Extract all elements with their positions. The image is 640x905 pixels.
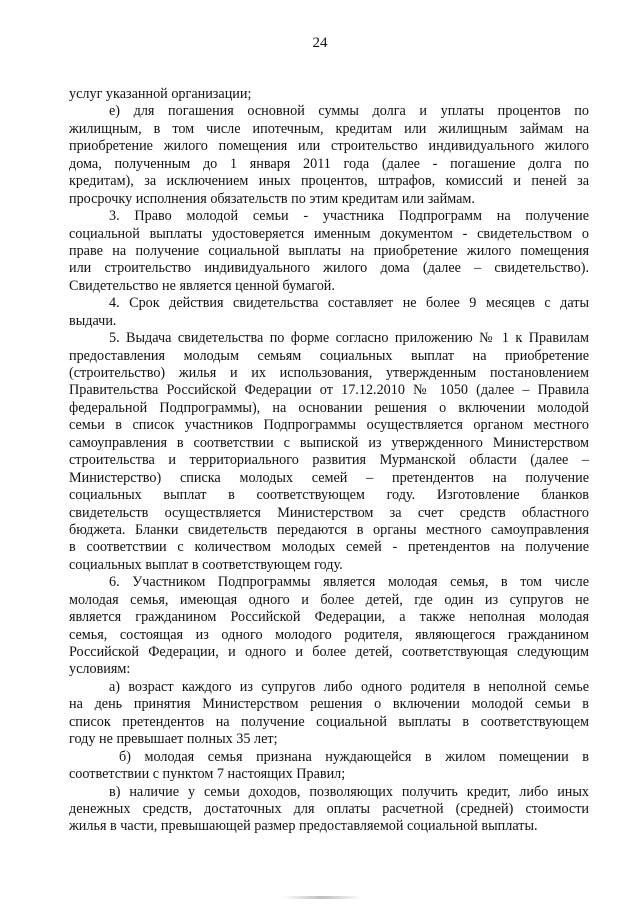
- text-line: дома, полученным до 1 января 2011 года (далее - погашение долга по: [69, 155, 589, 172]
- text-line: в соответствии с количеством молодых семей - претендентов на получение: [69, 539, 589, 556]
- page-number: 24: [312, 35, 328, 51]
- text-line: (строительство) жилья и их использования, утвержденным постановлением: [69, 365, 589, 381]
- text-line: е) для погашения основной суммы долга и уплаты процентов по: [109, 103, 589, 120]
- text-line: на день принятия Министерством решения о включении молодой семьи в: [69, 696, 589, 713]
- text-line: выдачи.: [69, 312, 117, 329]
- text-line: услуг указанной организации;: [69, 86, 252, 102]
- text-line: кредитам), за исключением иных процентов, штрафов, комиссий и пеней за: [69, 173, 589, 190]
- text-line: Правительства Российской Федерации от 17.12.2010 № 1050 (далее – Правила: [69, 382, 589, 399]
- text-line: социальных выплат в соответствующем году.: [69, 556, 343, 573]
- text-line: 6. Участником Подпрограммы является молодая семья, в том числе: [109, 574, 589, 591]
- text-line: или строительство индивидуального жилого дома (далее – свидетельство).: [69, 260, 589, 277]
- text-line: список претендентов на получение социальной выплаты в соответствующем: [69, 713, 589, 730]
- text-line: соответствии с пунктом 7 настоящих Правил;: [69, 766, 346, 783]
- text-line: социальных выплат в соответствующем году. Изготовление бланков: [69, 487, 589, 504]
- text-line: 4. Срок действия свидетельства составляет не более 9 месяцев с даты: [109, 295, 589, 312]
- text-line: предоставления молодым семьям социальных выплат на приобретение: [69, 347, 589, 364]
- text-line: строительства и территориального развития Мурманской области (далее –: [69, 452, 589, 469]
- text-line: б) молодая семья признана нуждающейся в жилом помещении в: [119, 748, 589, 765]
- text-line: Свидетельство не является ценной бумагой.: [69, 277, 335, 294]
- text-line: 5. Выдача свидетельства по форме согласно приложению № 1 к Правилам: [109, 330, 589, 347]
- text-line: приобретение жилого помещения или строительство индивидуального жилого: [69, 138, 589, 155]
- text-line: в) наличие у семьи доходов, позволяющих получить кредит, либо иных: [109, 783, 589, 800]
- text-line: жилья в части, превышающей размер предоставляемой социальной выплаты.: [69, 818, 538, 835]
- text-line: просрочку исполнения обязательств по этим кредитам или займам.: [69, 190, 475, 207]
- text-line: федеральной Подпрограммы), на основании решения о включении молодой: [69, 399, 589, 416]
- text-line: семья, состоящая из одного молодого родителя, являющегося гражданином: [69, 626, 589, 643]
- text-line: праве на получение социальной выплаты на приобретение жилого помещения: [69, 242, 589, 259]
- text-line: свидетельств осуществляется Министерством за счет средств областного: [69, 504, 589, 521]
- text-line: является гражданином Российской Федерации, а также неполная молодая: [69, 609, 589, 626]
- text-line: семьи в список участников Подпрограммы осуществляется органом местного: [69, 417, 589, 434]
- text-line: условиям:: [69, 661, 131, 678]
- document-body: [69, 86, 589, 836]
- text-line: молодая семья, имеющая одного и более детей, где один из супругов не: [69, 591, 589, 608]
- text-line: самоуправления в соответствии с выпиской из утвержденного Министерством: [69, 434, 589, 451]
- text-line: жилищным, в том числе ипотечным, кредитам или жилищным займам на: [69, 120, 589, 137]
- text-line: бюджета. Бланки свидетельств передаются в органы местного самоуправления: [69, 521, 589, 538]
- footer-scan-artifact: [282, 896, 362, 899]
- text-line: 3. Право молодой семьи - участника Подпрограмм на получение: [109, 208, 589, 225]
- text-line: Российской Федерации, и одного и более детей, соответствующая следующим: [69, 644, 589, 660]
- text-line: а) возраст каждого из супругов либо одного родителя в неполной семье: [109, 678, 589, 695]
- text-line: году не превышает полных 35 лет;: [69, 731, 278, 748]
- text-line: социальной выплаты удостоверяется именным документом - свидетельством о: [69, 225, 589, 242]
- text-line: Министерство) списка молодых семей – претендентов на получение: [69, 469, 589, 486]
- text-line: денежных средств, достаточных для оплаты расчетной (средней) стоимости: [69, 800, 589, 817]
